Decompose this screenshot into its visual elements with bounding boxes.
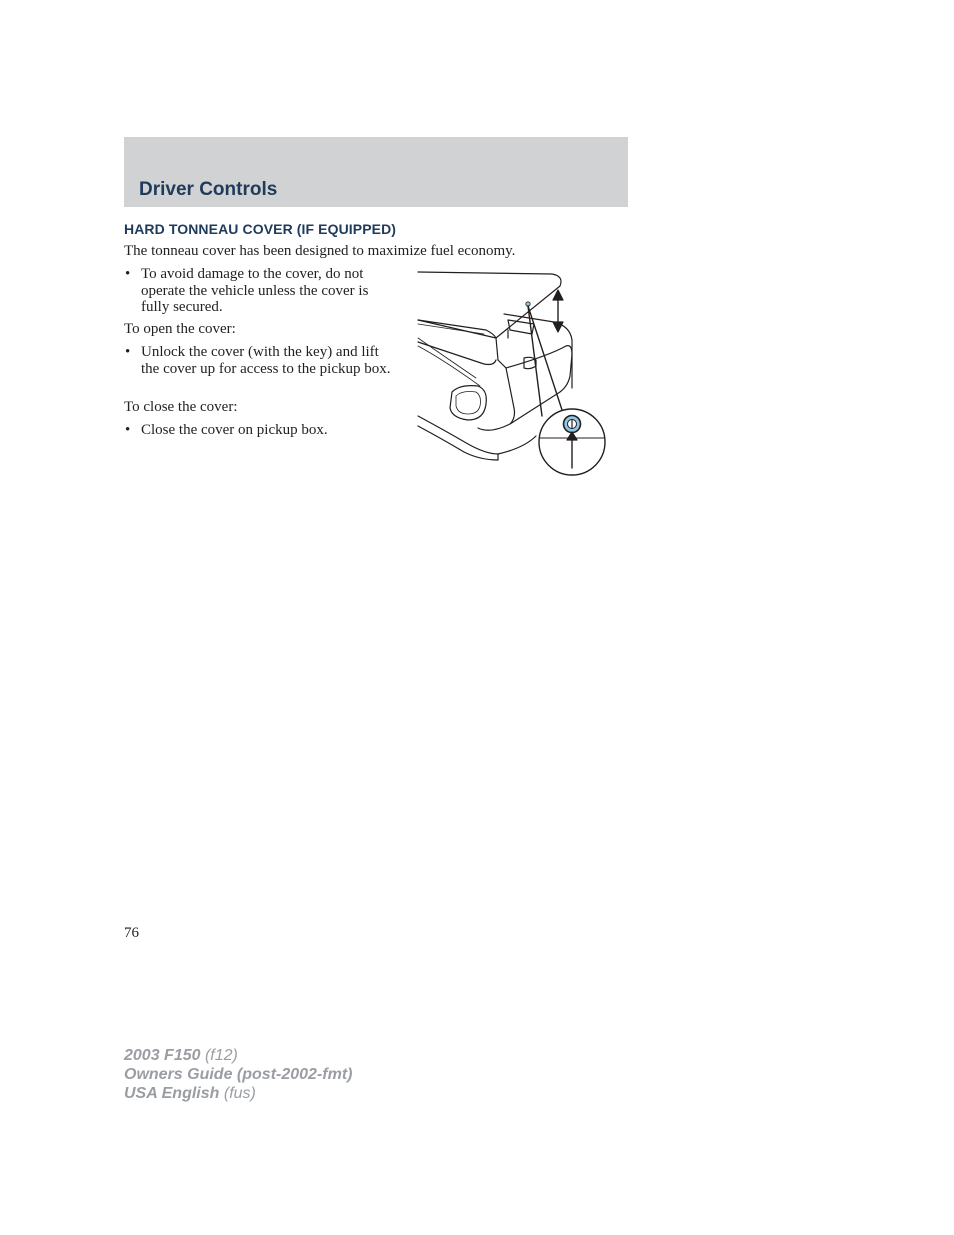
intro-paragraph: The tonneau cover has been designed to maximize fuel economy. — [124, 243, 516, 259]
bullet-dot: • — [125, 266, 131, 282]
bullet-text: Close the cover on pickup box. — [141, 422, 328, 438]
bullet-dot: • — [125, 422, 131, 438]
footer-model: 2003 F150 — [124, 1047, 201, 1064]
footer-line-guide — [124, 1065, 352, 1084]
page-number: 76 — [124, 925, 139, 941]
bullet-dot: • — [125, 344, 131, 360]
footer-language: USA English — [124, 1085, 220, 1102]
footer-line-model — [124, 1046, 352, 1065]
bullet-item-damage-warning — [124, 266, 394, 316]
tonneau-cover-illustration — [414, 268, 610, 480]
bullet-text: Unlock the cover (with the key) and lift the cover up for access to the pickup box. — [141, 344, 391, 377]
footer-model-code: (f12) — [204, 1047, 238, 1064]
document-footer — [124, 1046, 352, 1103]
section-title: Driver Controls — [139, 179, 278, 200]
section-header-band — [124, 137, 628, 207]
open-cover-label: To open the cover: — [124, 321, 236, 337]
bullet-text: To avoid damage to the cover, do not operate the vehicle unless the cover is fully secured. — [141, 266, 369, 315]
bullet-item-close — [124, 422, 394, 439]
footer-line-language — [124, 1084, 352, 1103]
footer-language-code: (fus) — [223, 1085, 256, 1102]
topic-heading: HARD TONNEAU COVER (IF EQUIPPED) — [124, 221, 397, 237]
bullet-item-unlock — [124, 344, 394, 377]
footer-guide: Owners Guide (post-2002-fmt) — [124, 1066, 353, 1083]
close-cover-label: To close the cover: — [124, 399, 238, 415]
